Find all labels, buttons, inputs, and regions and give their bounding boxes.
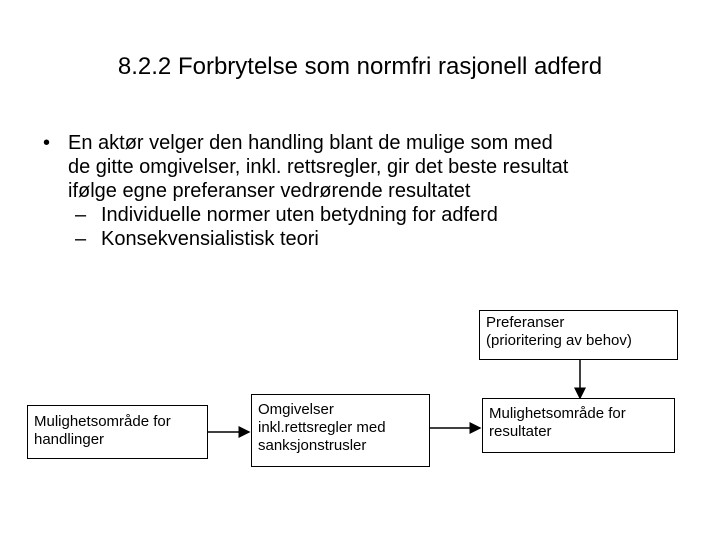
actions-label-2: handlinger <box>34 431 105 448</box>
sub-bullet-text: Individuelle normer uten betydning for adferd <box>101 204 498 226</box>
actions-box <box>27 405 208 459</box>
main-bullet-line-2: de gitte omgivelser, inkl. rettsregler, gir det beste resultat <box>68 156 569 178</box>
environment-label-3: sanksjonstrusler <box>258 437 367 454</box>
results-label-2: resultater <box>489 423 552 440</box>
results-box <box>482 398 675 453</box>
preferences-label: Preferanser <box>486 314 565 331</box>
results-label-1: Mulighetsområde for <box>489 405 626 422</box>
sub-bullet-text: Konsekvensialistisk teori <box>101 228 319 250</box>
main-bullet-line-1: En aktør velger den handling blant de mulige som med <box>68 132 553 154</box>
preferences-sublabel: (prioritering av behov) <box>486 332 632 349</box>
environment-box <box>251 394 430 467</box>
environment-label-1: Omgivelser <box>258 401 334 418</box>
actions-label-1: Mulighetsområde for <box>34 413 171 430</box>
sub-bullet-marker: – <box>75 204 87 226</box>
main-bullet-line-3: ifølge egne preferanser vedrørende resultatet <box>68 180 471 202</box>
sub-bullet-marker: – <box>75 228 87 250</box>
bullet-marker: • <box>43 132 51 154</box>
slide-title: 8.2.2 Forbrytelse som normfri rasjonell adferd <box>117 53 603 80</box>
preferences-box <box>479 310 678 360</box>
environment-label-2: inkl.rettsregler med <box>258 419 386 436</box>
